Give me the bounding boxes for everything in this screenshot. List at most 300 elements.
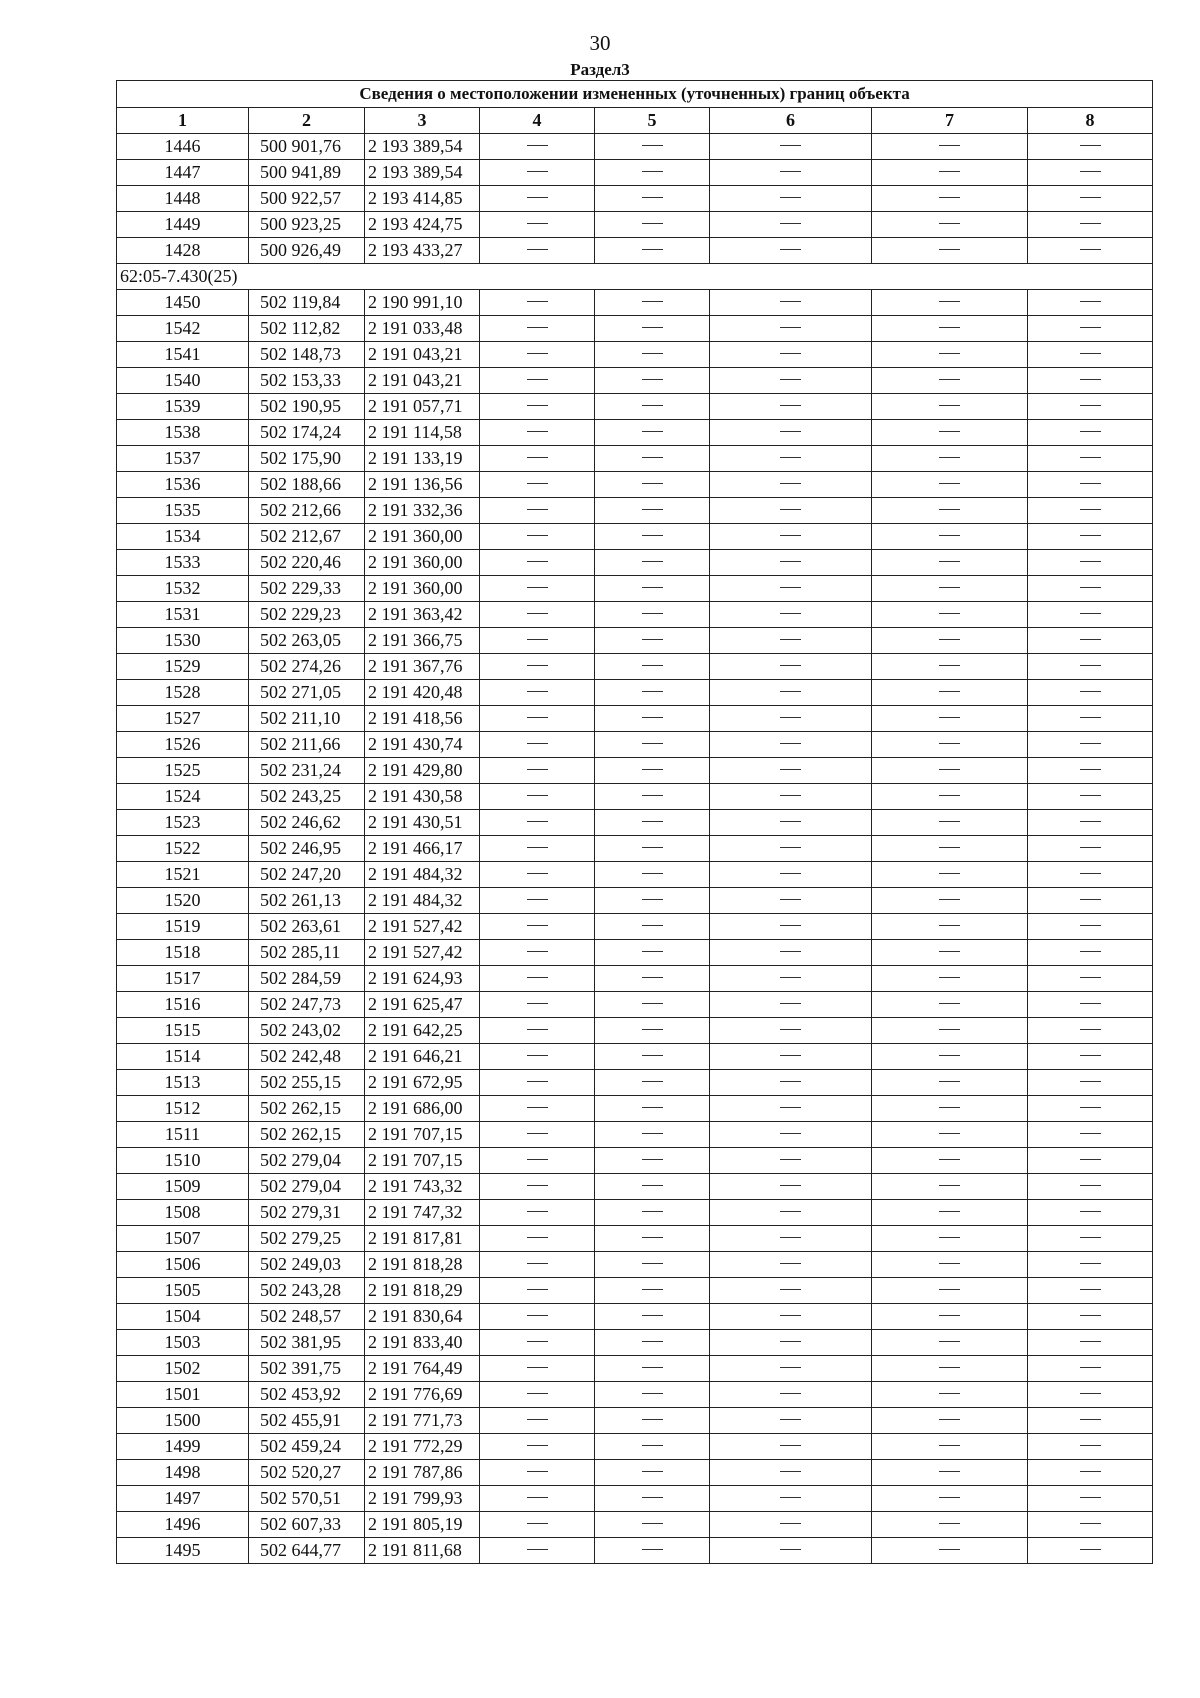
dash-mark [527, 1289, 548, 1290]
empty-value-cell [595, 446, 710, 472]
dash-mark [780, 1523, 801, 1524]
dash-mark [1080, 405, 1101, 406]
dash-mark [939, 509, 960, 510]
empty-value-cell [872, 1356, 1028, 1382]
coordinate-y: 2 191 484,32 [365, 862, 480, 888]
empty-value-cell [595, 420, 710, 446]
empty-value-cell [872, 758, 1028, 784]
dash-mark [642, 1497, 663, 1498]
dash-mark [642, 1133, 663, 1134]
empty-value-cell [480, 1356, 595, 1382]
empty-value-cell [710, 1278, 872, 1304]
empty-value-cell [595, 472, 710, 498]
empty-value-cell [1028, 134, 1153, 160]
empty-value-cell [480, 1486, 595, 1512]
dash-mark [780, 483, 801, 484]
empty-value-cell [710, 316, 872, 342]
dash-mark [642, 1107, 663, 1108]
empty-value-cell [480, 394, 595, 420]
dash-mark [780, 1159, 801, 1160]
empty-value-cell [595, 836, 710, 862]
dash-mark [527, 171, 548, 172]
empty-value-cell [710, 1018, 872, 1044]
dash-mark [939, 1159, 960, 1160]
dash-mark [939, 1497, 960, 1498]
empty-value-cell [595, 1538, 710, 1564]
dash-mark [780, 639, 801, 640]
coordinate-y: 2 191 430,58 [365, 784, 480, 810]
dash-mark [642, 431, 663, 432]
dash-mark [642, 1523, 663, 1524]
dash-mark [780, 1055, 801, 1056]
column-number: 1 [117, 108, 249, 134]
point-number: 1501 [117, 1382, 249, 1408]
coordinate-x: 502 242,48 [249, 1044, 365, 1070]
dash-mark [527, 1419, 548, 1420]
empty-value-cell [710, 1486, 872, 1512]
dash-mark [1080, 639, 1101, 640]
table-row [117, 810, 1153, 836]
empty-value-cell [872, 1070, 1028, 1096]
dash-mark [1080, 1055, 1101, 1056]
dash-mark [939, 1289, 960, 1290]
empty-value-cell [595, 212, 710, 238]
empty-value-cell [595, 1512, 710, 1538]
point-number: 1531 [117, 602, 249, 628]
empty-value-cell [595, 888, 710, 914]
empty-value-cell [595, 1330, 710, 1356]
table-row [117, 914, 1153, 940]
coordinate-x: 502 174,24 [249, 420, 365, 446]
dash-mark [780, 743, 801, 744]
coordinate-y: 2 191 527,42 [365, 914, 480, 940]
coordinate-y: 2 191 430,51 [365, 810, 480, 836]
table-row [117, 602, 1153, 628]
dash-mark [780, 171, 801, 172]
empty-value-cell [1028, 862, 1153, 888]
coordinate-x: 502 520,27 [249, 1460, 365, 1486]
empty-value-cell [595, 784, 710, 810]
coordinate-y: 2 191 114,58 [365, 420, 480, 446]
empty-value-cell [1028, 238, 1153, 264]
empty-value-cell [710, 1460, 872, 1486]
dash-mark [527, 145, 548, 146]
empty-value-cell [1028, 992, 1153, 1018]
empty-value-cell [872, 1096, 1028, 1122]
empty-value-cell [1028, 1512, 1153, 1538]
coordinate-y: 2 191 799,93 [365, 1486, 480, 1512]
empty-value-cell [595, 992, 710, 1018]
table-row [117, 1356, 1153, 1382]
dash-mark [642, 1471, 663, 1472]
empty-value-cell [595, 654, 710, 680]
coordinate-x: 502 119,84 [249, 290, 365, 316]
dash-mark [642, 1315, 663, 1316]
dash-mark [1080, 1029, 1101, 1030]
empty-value-cell [710, 1148, 872, 1174]
dash-mark [1080, 1419, 1101, 1420]
dash-mark [780, 691, 801, 692]
empty-value-cell [710, 550, 872, 576]
dash-mark [642, 1263, 663, 1264]
point-number: 1512 [117, 1096, 249, 1122]
empty-value-cell [480, 1070, 595, 1096]
empty-value-cell [480, 706, 595, 732]
group-label: 62:05-7.430(25) [117, 264, 1153, 290]
empty-value-cell [1028, 888, 1153, 914]
empty-value-cell [480, 1096, 595, 1122]
empty-value-cell [480, 836, 595, 862]
empty-value-cell [480, 1252, 595, 1278]
dash-mark [780, 717, 801, 718]
point-number: 1509 [117, 1174, 249, 1200]
dash-mark [939, 431, 960, 432]
dash-mark [780, 769, 801, 770]
point-number: 1535 [117, 498, 249, 524]
empty-value-cell [595, 498, 710, 524]
empty-value-cell [1028, 602, 1153, 628]
dash-mark [1080, 899, 1101, 900]
empty-value-cell [480, 498, 595, 524]
empty-value-cell [872, 940, 1028, 966]
empty-value-cell [710, 576, 872, 602]
coordinate-y: 2 191 527,42 [365, 940, 480, 966]
dash-mark [939, 1445, 960, 1446]
empty-value-cell [710, 212, 872, 238]
point-number: 1508 [117, 1200, 249, 1226]
dash-mark [780, 847, 801, 848]
coordinate-y: 2 193 424,75 [365, 212, 480, 238]
coordinate-y: 2 191 363,42 [365, 602, 480, 628]
dash-mark [527, 691, 548, 692]
dash-mark [780, 1003, 801, 1004]
table-row [117, 1122, 1153, 1148]
dash-mark [527, 457, 548, 458]
coordinate-y: 2 191 360,00 [365, 576, 480, 602]
dash-mark [780, 977, 801, 978]
empty-value-cell [480, 1174, 595, 1200]
empty-value-cell [710, 1200, 872, 1226]
coordinate-x: 502 211,10 [249, 706, 365, 732]
table-row [117, 420, 1153, 446]
empty-value-cell [480, 758, 595, 784]
dash-mark [780, 1133, 801, 1134]
coordinate-x: 502 190,95 [249, 394, 365, 420]
empty-value-cell [710, 160, 872, 186]
dash-mark [939, 249, 960, 250]
dash-mark [1080, 457, 1101, 458]
empty-value-cell [872, 1200, 1028, 1226]
dash-mark [1080, 1107, 1101, 1108]
coordinate-x: 502 570,51 [249, 1486, 365, 1512]
dash-mark [939, 717, 960, 718]
dash-mark [527, 535, 548, 536]
empty-value-cell [480, 550, 595, 576]
dash-mark [1080, 743, 1101, 744]
coordinate-x: 502 229,33 [249, 576, 365, 602]
empty-value-cell [480, 420, 595, 446]
dash-mark [1080, 171, 1101, 172]
dash-mark [642, 743, 663, 744]
empty-value-cell [872, 1330, 1028, 1356]
point-number: 1514 [117, 1044, 249, 1070]
dash-mark [642, 249, 663, 250]
coordinate-y: 2 191 418,56 [365, 706, 480, 732]
dash-mark [642, 1003, 663, 1004]
empty-value-cell [595, 1304, 710, 1330]
dash-mark [780, 1185, 801, 1186]
empty-value-cell [480, 1148, 595, 1174]
dash-mark [780, 327, 801, 328]
dash-mark [1080, 1367, 1101, 1368]
coordinate-x: 502 153,33 [249, 368, 365, 394]
empty-value-cell [872, 1174, 1028, 1200]
dash-mark [1080, 1289, 1101, 1290]
dash-mark [780, 353, 801, 354]
coordinate-x: 502 279,31 [249, 1200, 365, 1226]
point-number: 1524 [117, 784, 249, 810]
dash-mark [939, 795, 960, 796]
coordinate-y: 2 191 642,25 [365, 1018, 480, 1044]
dash-mark [642, 717, 663, 718]
point-number: 1428 [117, 238, 249, 264]
coordinate-y: 2 191 057,71 [365, 394, 480, 420]
dash-mark [780, 301, 801, 302]
empty-value-cell [1028, 680, 1153, 706]
dash-mark [527, 795, 548, 796]
empty-value-cell [872, 836, 1028, 862]
table-row [117, 524, 1153, 550]
dash-mark [1080, 327, 1101, 328]
empty-value-cell [1028, 1434, 1153, 1460]
coordinate-y: 2 191 805,19 [365, 1512, 480, 1538]
point-number: 1518 [117, 940, 249, 966]
dash-mark [527, 1471, 548, 1472]
empty-value-cell [872, 1408, 1028, 1434]
dash-mark [939, 639, 960, 640]
coordinate-y: 2 191 764,49 [365, 1356, 480, 1382]
dash-mark [642, 1185, 663, 1186]
dash-mark [642, 639, 663, 640]
empty-value-cell [872, 706, 1028, 732]
dash-mark [527, 1081, 548, 1082]
dash-mark [939, 587, 960, 588]
dash-mark [939, 925, 960, 926]
coordinate-y: 2 191 420,48 [365, 680, 480, 706]
dash-mark [939, 1419, 960, 1420]
dash-mark [527, 1523, 548, 1524]
table-row [117, 316, 1153, 342]
dash-mark [939, 977, 960, 978]
table-row [117, 1512, 1153, 1538]
empty-value-cell [595, 1018, 710, 1044]
dash-mark [939, 1107, 960, 1108]
empty-value-cell [710, 1304, 872, 1330]
table-row [117, 1460, 1153, 1486]
empty-value-cell [595, 576, 710, 602]
dash-mark [780, 821, 801, 822]
empty-value-cell [595, 342, 710, 368]
coordinate-y: 2 191 707,15 [365, 1122, 480, 1148]
coordinate-x: 502 243,25 [249, 784, 365, 810]
dash-mark [527, 665, 548, 666]
empty-value-cell [872, 290, 1028, 316]
empty-value-cell [595, 1486, 710, 1512]
dash-mark [527, 1003, 548, 1004]
coordinate-y: 2 191 811,68 [365, 1538, 480, 1564]
empty-value-cell [710, 1122, 872, 1148]
dash-mark [1080, 665, 1101, 666]
dash-mark [780, 223, 801, 224]
coordinate-y: 2 191 043,21 [365, 368, 480, 394]
coordinate-y: 2 191 771,73 [365, 1408, 480, 1434]
empty-value-cell [872, 524, 1028, 550]
page-number: 30 [589, 31, 611, 55]
dash-mark [1080, 535, 1101, 536]
empty-value-cell [872, 498, 1028, 524]
dash-mark [939, 535, 960, 536]
table-row [117, 576, 1153, 602]
dash-mark [780, 1341, 801, 1342]
table-row [117, 628, 1153, 654]
dash-mark [527, 1029, 548, 1030]
point-number: 1517 [117, 966, 249, 992]
dash-mark [780, 1419, 801, 1420]
empty-value-cell [710, 836, 872, 862]
empty-value-cell [595, 732, 710, 758]
dash-mark [1080, 561, 1101, 562]
empty-value-cell [480, 680, 595, 706]
empty-value-cell [1028, 472, 1153, 498]
dash-mark [939, 1315, 960, 1316]
dash-mark [780, 1445, 801, 1446]
empty-value-cell [710, 966, 872, 992]
table-row [117, 966, 1153, 992]
dash-mark [527, 509, 548, 510]
empty-value-cell [710, 1356, 872, 1382]
dash-mark [527, 821, 548, 822]
coordinate-x: 502 246,62 [249, 810, 365, 836]
empty-value-cell [480, 212, 595, 238]
coordinate-x: 502 644,77 [249, 1538, 365, 1564]
dash-mark [780, 1211, 801, 1212]
dash-mark [1080, 795, 1101, 796]
empty-value-cell [872, 680, 1028, 706]
table-row [117, 1148, 1153, 1174]
point-number: 1498 [117, 1460, 249, 1486]
dash-mark [642, 457, 663, 458]
empty-value-cell [872, 134, 1028, 160]
empty-value-cell [710, 1226, 872, 1252]
empty-value-cell [872, 160, 1028, 186]
empty-value-cell [480, 862, 595, 888]
dash-mark [642, 1159, 663, 1160]
point-number: 1516 [117, 992, 249, 1018]
empty-value-cell [872, 888, 1028, 914]
empty-value-cell [595, 290, 710, 316]
dash-mark [527, 613, 548, 614]
empty-value-cell [480, 1122, 595, 1148]
empty-value-cell [595, 160, 710, 186]
coordinate-y: 2 191 430,74 [365, 732, 480, 758]
table-row [117, 1330, 1153, 1356]
empty-value-cell [872, 1044, 1028, 1070]
coordinate-y: 2 190 991,10 [365, 290, 480, 316]
table-row [117, 992, 1153, 1018]
empty-value-cell [480, 992, 595, 1018]
dash-mark [527, 327, 548, 328]
empty-value-cell [595, 1408, 710, 1434]
empty-value-cell [872, 1460, 1028, 1486]
empty-value-cell [710, 1174, 872, 1200]
empty-value-cell [480, 602, 595, 628]
point-number: 1497 [117, 1486, 249, 1512]
dash-mark [1080, 197, 1101, 198]
empty-value-cell [480, 472, 595, 498]
table-row [117, 1070, 1153, 1096]
empty-value-cell [480, 290, 595, 316]
table-row [117, 472, 1153, 498]
empty-value-cell [595, 316, 710, 342]
empty-value-cell [480, 1538, 595, 1564]
dash-mark [1080, 1081, 1101, 1082]
point-number: 1536 [117, 472, 249, 498]
empty-value-cell [872, 628, 1028, 654]
empty-value-cell [1028, 1330, 1153, 1356]
empty-value-cell [710, 446, 872, 472]
coordinate-x: 502 391,75 [249, 1356, 365, 1382]
empty-value-cell [480, 186, 595, 212]
dash-mark [939, 1185, 960, 1186]
empty-value-cell [1028, 1200, 1153, 1226]
dash-mark [642, 1055, 663, 1056]
coordinate-y: 2 191 625,47 [365, 992, 480, 1018]
empty-value-cell [1028, 1018, 1153, 1044]
empty-value-cell [872, 602, 1028, 628]
coordinate-y: 2 191 367,76 [365, 654, 480, 680]
empty-value-cell [1028, 160, 1153, 186]
dash-mark [939, 301, 960, 302]
empty-value-cell [595, 1070, 710, 1096]
empty-value-cell [872, 420, 1028, 446]
dash-mark [527, 353, 548, 354]
dash-mark [780, 249, 801, 250]
column-number: 7 [872, 108, 1028, 134]
dash-mark [939, 769, 960, 770]
empty-value-cell [710, 1330, 872, 1356]
dash-mark [527, 483, 548, 484]
dash-mark [527, 925, 548, 926]
table-row [117, 1174, 1153, 1200]
coordinate-y: 2 193 414,85 [365, 186, 480, 212]
dash-mark [939, 1029, 960, 1030]
point-number: 1526 [117, 732, 249, 758]
coordinate-y: 2 191 360,00 [365, 550, 480, 576]
dash-mark [527, 1133, 548, 1134]
empty-value-cell [480, 1330, 595, 1356]
coordinate-x: 500 926,49 [249, 238, 365, 264]
empty-value-cell [480, 1304, 595, 1330]
empty-value-cell [1028, 654, 1153, 680]
empty-value-cell [1028, 836, 1153, 862]
empty-value-cell [710, 914, 872, 940]
dash-mark [939, 223, 960, 224]
empty-value-cell [595, 680, 710, 706]
dash-mark [642, 1211, 663, 1212]
empty-value-cell [872, 1382, 1028, 1408]
coordinate-x: 502 243,28 [249, 1278, 365, 1304]
dash-mark [939, 1341, 960, 1342]
